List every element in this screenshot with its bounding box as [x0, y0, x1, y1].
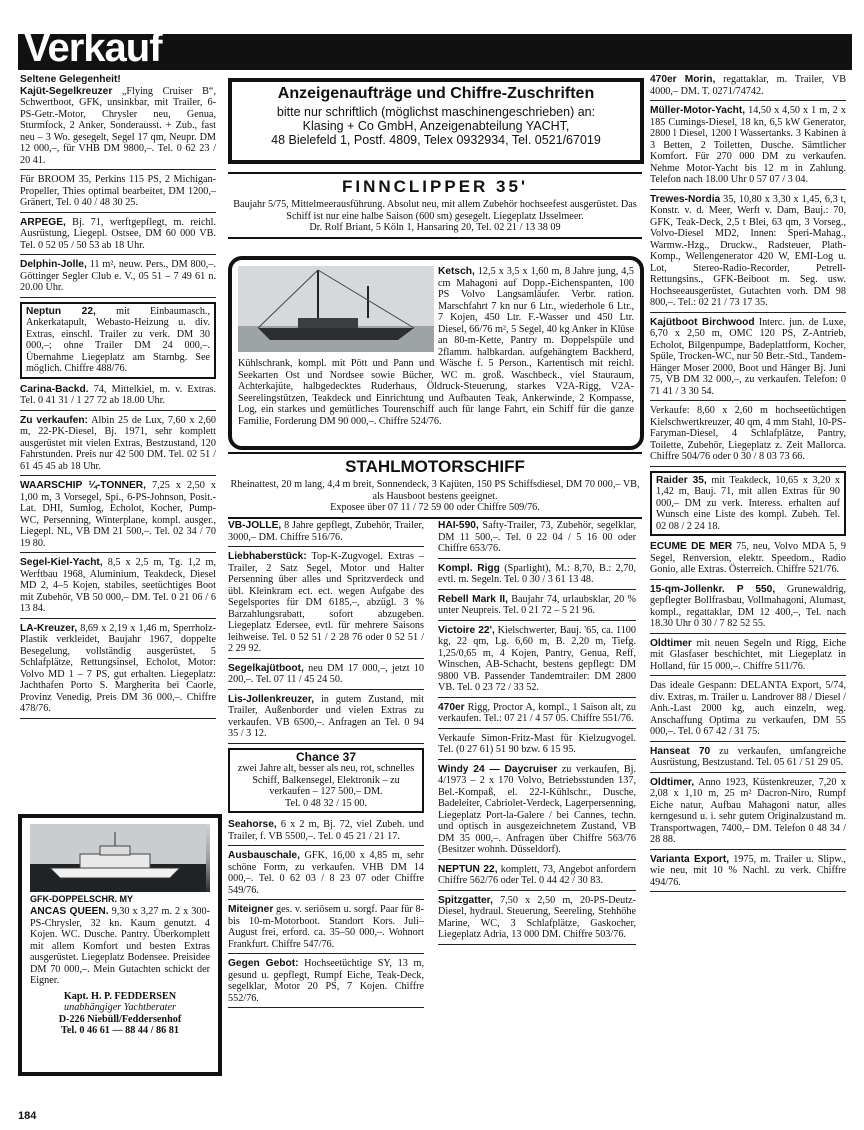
classified-ad — [650, 317, 846, 402]
feddersen-body — [30, 906, 210, 987]
ad-text: Hochseetüchtige SY, 13 m, gesund u. gepflegt, Rumpf Eiche, Teak-Deck, segelklar, Motor 20 PS, 7 Kojen. Chiffre 552/76. — [228, 958, 424, 1004]
ad-text: 35, 10,80 x 3,30 x 1,45, 6,3 t, Konstr. v. d. Meer, Werft v. Dam, Bauj.: 70, GFK, Teak-Deck, 2,5 t Blei, 63 qm, 3 Vorseg., Volvo-Diesel MD2, Innen: Speri-Mahag., Warmw.-Hzg., Druckw., Radsteuer, Plath-Komp., Wellengenerator 420 W, EMI-Log u. Lot, Stereo-Radio-Recorder, Petrell-Rettungsins., GFK-Beiboot m. Seg. usw. Hochseeausgerüstet, Gutachten vorh. DM 98 800,–. Tel.: 02 21 / 73 17 35. — [650, 193, 846, 308]
ad-headline: Delphin-Jolle, — [20, 259, 87, 270]
classified-ad — [650, 105, 846, 190]
ad-text: zu verkaufen, Bj. 4/1973 – 2 x 170 Volvo, Betriebsstunden 137, Bel.-Kompaß, el. 22-l-Kühlschr., Dusche, Badeleiter, Cabriolet-Verdeck, Lagerpersenning, Liegeplatz Port-la-Galere / bei Cannes, techn. und optisch in ausgezeichnetem Zustand, VB DM 35 000,–. Anfragen über Chiffre 563/76 (Besitzer wohnh. Düsseldorf). — [438, 763, 636, 855]
left-column — [20, 74, 216, 723]
classified-ad — [438, 895, 636, 945]
ad-headline: Zu verkaufen: — [20, 414, 88, 426]
ad-headline: LA-Kreuzer, — [20, 622, 78, 634]
stahlmotorschiff-ad — [228, 452, 642, 519]
feddersen-boat-name: ANCAS QUEEN. — [30, 906, 109, 917]
ad-headline: VB-JOLLE, — [228, 520, 282, 531]
ad-headline: Oldtimer, — [650, 776, 695, 788]
classified-ad — [20, 480, 216, 553]
ad-headline: Gegen Gebot: — [228, 958, 299, 969]
ad-headline: Liebhaberstück: — [228, 551, 307, 562]
ketsch-text-block — [238, 266, 634, 427]
ad-text: Safty-Trailer, 73, Zubehör, segelklar, DM 11 500,–. Tel. 0 22 04 / 5 16 00 oder Chiffre 653/76. — [438, 520, 636, 554]
finnclipper-contact: Dr. Rolf Briant, 5 Köln 1, Hansaring 20, Tel. 02 21 / 13 38 09 — [309, 222, 561, 233]
classified-ad — [650, 584, 846, 634]
ad-text: neu DM 17 000,–, jetzt 10 200,–. Tel. 07 11 / 45 24 50. — [228, 662, 424, 685]
classified-ad — [650, 854, 846, 893]
feddersen-address: D-226 Niebüll/Feddersenhof — [58, 1013, 182, 1025]
classified-ad — [20, 174, 216, 213]
ad-text: 1975, m. Trailer u. Slipw., wie neu, mit 10 % Nachl. zu verk. Chiffre 494/76. — [650, 853, 846, 888]
ad-headline: Varianta Export, — [650, 853, 730, 865]
feddersen-caption: GFK-DOPPELSCHR. MY — [30, 894, 134, 904]
anzeigen-box — [228, 78, 644, 164]
classified-ad — [20, 302, 216, 379]
ad-text: (Sparlight), M.: 8,70, B.: 2,70, evtl. m. Segeln. Tel. 0 30 / 3 61 13 48. — [438, 562, 636, 585]
ad-text: Das ideale Gespann: DELANTA Export, 5/74, div. Extras, m. Trailer u. Landrover 88 / Diesel / Anh.-Last 2000 kg, auch einzeln, weg. Anschaffung Optima zu verkaufen, DM 55 000,–. Tel. 0 67 42 / 31 75. — [650, 680, 846, 737]
ad-text: Für BROOM 35, Perkins 115 PS, 2 Michigan-Propeller, Thies optimal bearbeitet, DM 1200,– Gränert, Tel. 0 40 / 48 30 25. — [20, 174, 216, 208]
classified-ad — [650, 638, 846, 677]
classified-ad — [650, 74, 846, 101]
chance37-title: Chance 37 — [295, 749, 357, 764]
ad-text: 8 Jahre gepflegt, Zubehör, Trailer, 3000,– DM. Chiffre 516/76. — [228, 520, 424, 543]
classified-ad — [228, 694, 424, 744]
motor-yacht-icon — [30, 824, 206, 892]
ketsch-text: 12,5 x 3,5 x 1,60 m, 8 Jahre jung, 4,5 cm Mahagoni auf Dopp.-Eichenspanten, 100 PS Volvo Langsamläufer. Verbr. ration. Marschfahrt 7 kn nur 6 Ltr., wiederhole 6 Ltr., 7 Kojen, 450 Ltr. F.-Wasser und 450 Ltr. Diesel, 66/76 m², 5 Segel, 40 kg Anker in Klüse an 80-m-Kette, Pantry m. Doppelspüle und 2flamm. halbkardan. aufgehängtem Backherd, Kühlschrank, kompl. mit Pött und Pann und Wäsche f. 5 Person., Kartentisch mit reichl. Seekarten Ost und Nordsee sowie Bücher, WC m. groß. Waschbeck., viel Stauraum, Achterkajüte, halbgedecktes Ruderhaus, Öldruck-Steuerung, starkes V2A-Rigg, V2A-Seerelingstützen, Teakdeck und Einrichtung und Aufbauten Teak, Ankerwinde, 2 Kompasse, Log, ein starkes und gemütliches Tourenschiff auch für lange Fahrt, ein Schiff für die ganze Familie, Forderung DM 90 000,–. Chiffre 524/76. — [238, 266, 634, 427]
feddersen-text: 9,30 x 3,27 m. 2 x 300-PS-Chrysler, 32 kn. Kaum genutzt. 4 Kojen. WC. Dusche. Pantry. Überkomplett mit allem Komfort und besten Extras ausgerüstet. Liegeplatz Bodensee. Preisidee DM 70 000,–. Mein Gutachten schickt der Eigner. — [30, 906, 210, 986]
classified-ad — [228, 551, 424, 659]
ad-text: Interc. jun. de Luxe, 6,70 x 2,50 m, OMC 120 PS, Z-Antrieb, Echolot, Bilgenpumpe, Badeplattform, Kocher, Spüle, Trocken-WC, nur 50 Betr.-Std., Tandem-Hänger Moser 2000, Boot und Hänger Bj. Juni 75, VB DM 32 000,–, zu verkaufen. Telefon: 0 71 41 / 3 30 54. — [650, 316, 846, 397]
classified-ad — [228, 819, 424, 846]
ad-headline: Windy 24 — Daycruiser — [438, 763, 558, 775]
ad-text: 75, neu, Volvo MDA 5, 9 Segel, Renversion, elektr. Speedom., Radio Gonio, alle Extras. Österreich. Chiffre 521/76. — [650, 541, 846, 575]
ketsch-name: Ketsch, — [438, 266, 475, 277]
ad-headline: Oldtimer — [650, 637, 692, 649]
feddersen-ad — [18, 814, 222, 1076]
classified-ad — [438, 520, 636, 559]
stahlmotorschiff-contact: Exposee über 07 11 / 72 59 00 oder Chiffre 509/76. — [330, 502, 540, 513]
ad-text: zu verkaufen, umfangreiche Ausrüstung, Bestzustand. Tel. 05 61 / 51 29 05. — [650, 745, 846, 768]
classified-ad — [228, 850, 424, 900]
ad-text: 8,69 x 2,19 x 1,46 m, Sperrholz-Plastik verkleidet, Baujahr 1967, doppelte Besegelung, vollständig ausgerüstet, 5 Schlafplätze, Rettungsinsel, Echolot, Motor: Volvo MD 1 – 7 PS, gut erhalten. Liegeplatz: Jachthafen Porto S. Margherita bei Caorle, Provinz Venedig, Preis DM 36 000,–. Chiffre 478/76. — [20, 622, 216, 714]
classified-ad — [438, 864, 636, 891]
ad-headline: Trewes-Nordia — [650, 193, 721, 205]
chance37-ad — [228, 748, 424, 814]
ad-text: regattaklar, m. Trailer, VB 4000,– DM. T. 0271/74742. — [650, 74, 846, 97]
stahlmotorschiff-text: Rheinattest, 20 m lang, 4,4 m breit, Sonnendeck, 3 Kajüten, 150 PS Schiffsdiesel, DM 70 000,– VB, als Hausboot bestens geeignet. — [230, 479, 640, 502]
classified-ad — [438, 625, 636, 698]
anzeigen-line1: bitte nur schriftlich (möglichst maschinengeschrieben) an: — [276, 105, 596, 119]
ad-text: Rigg, Proctor A, kompl., 1 Saison alt, zu verkaufen. Tel.: 07 21 / 4 57 05. Chiffre 551/76. — [438, 701, 636, 724]
ad-text: mit Einbaumasch., Ankerkatapult, Webasto-Heizung u. div. Extras, einschl. Trailer zu verk. DM 30 000,–; ohne Trailer DM 24 000,–. Übernahme Liegeplatz am Starnbg. See möglich. Chiffre 488/76. — [26, 305, 211, 374]
ad-text: 74, Mittelkiel, m. v. Extras. Tel. 0 41 31 / 1 27 72 ab 18.00 Uhr. — [20, 383, 216, 406]
ad-text: GFK, 16,00 x 4,85 m, sehr schöne Form, zu verkaufen. VHB DM 14 000,–. Tel. 0 62 03 / 8 23 07 oder Chiffre 549/76. — [228, 850, 424, 896]
classified-ad — [228, 958, 424, 1008]
classified-ad — [20, 384, 216, 411]
ad-headline: Rebell Mark II, — [438, 593, 508, 605]
right-column — [650, 74, 846, 896]
ad-headline: NEPTUN 22, — [438, 863, 498, 875]
chance37-tel: Tel. 0 48 32 / 15 00. — [285, 797, 367, 809]
ad-text: 7,50 x 2,50 m, 20-PS-Deutz-Diesel, hydraul. Steuerung, Seereling, Stehhöhe Marine, WC, 3 Schlafplätze, Gaskocher, Liegeplatz Adria, 13 000 DM. Chiffre 503/76. — [438, 894, 636, 940]
classified-ad — [650, 541, 846, 580]
middle-left-column — [228, 520, 424, 1012]
finnclipper-text: Baujahr 5/75, Mittelmeerausführung. Absolut neu, mit allem Zubehör hochseefest ausgerüstet. Das Schiff ist nur eine halbe Saison (600 sm) gesegelt. Liegeplatz IJsselmeer. — [233, 199, 637, 222]
classified-ad — [438, 733, 636, 760]
ad-headline: Miteigner — [228, 904, 274, 915]
ad-text: Bj. 71, werftgepflegt, m. reichl. Ausrüstung, Liegepl. Ostsee, DM 60 000 VB. Tel. 0 52 05 / 50 53 ab 18 Uhr. — [20, 216, 216, 251]
ad-headline: Kompl. Rigg — [438, 562, 500, 574]
ad-text: Baujahr 74, urlaubsklar, 20 % unter Neupreis. Tel. 0 21 72 – 5 21 96. — [438, 593, 637, 616]
feddersen-signature — [22, 991, 218, 1037]
ad-text: „Flying Cruiser B“, Schwertboot, GFK, unsinkbar, mit Trailer, 6-PS-Getr.-Motor, Chrysler neu, Genua, Sturmfock, 2 Anker, Sonderausst. + Zub., fast neu – 3 Wo. gesegelt, Segel 17 qm, Neupr. DM 12 000,–, für VHB DM 9800,–. Tel. 0 62 23 / 20 41. — [20, 85, 216, 166]
stahlmotorschiff-title: STAHLMOTORSCHIFF — [345, 457, 525, 476]
ketsch-photo-spacer — [238, 266, 438, 354]
classified-ad — [20, 415, 216, 477]
ad-headline: Kajütboot Birchwood — [650, 316, 755, 328]
classified-ad — [228, 904, 424, 954]
ad-text: Anno 1923, Küstenkreuzer, 7,20 x 2,08 x 1,10 m, 25 m² Dacron-Niro, Rumpf Eiche natur, Aufbau Mahagoni natur, alles kerngesund u. i. sehr gutem Originalzustand m. Transportwagen, 7400,– DM. Telefon 0 48 34 / 28 88. — [650, 776, 846, 845]
ad-headline: Hanseat 70 — [650, 745, 711, 757]
ad-text: Kielschwerter, Bauj. '65, ca. 1100 kg, 22 qm, Lg. 6,60 m, B. 2,20 m, Tiefg. 1,25/0,65 m, 4 Kojen, Pantry, Genua, Reff, Winschen, AB-Schacht, bestens gepflegt: DM 9800 VB. Passender Tandemtrailer: DM 2800 VB. Tel. 0 23 72 / 33 52. — [438, 624, 636, 693]
classified-ad — [228, 520, 424, 547]
classified-ad — [228, 663, 424, 690]
ad-headline: Seahorse, — [228, 819, 277, 830]
ad-text: Top-K-Zugvogel. Extras – Trailer, 2 Satz Segel, Motor und Halter Persenning über alles und Spritzverdeck und übl. Kleinkram ect. ect. wegen Aufgabe des Segelsportes für DM 6185,–, abzügl. 3 % Barzahlungsrabatt, sofort abzugeben. Liegeplatz Edersee, evtl. für mehrere Saisons leihweise. Tel. 0 52 51 / 2 28 76 oder 0 52 51 / 2 29 92. — [228, 551, 424, 654]
ad-headline: Ausbauschale, — [228, 850, 300, 861]
anzeigen-line3: 48 Bielefeld 1, Postf. 4809, Telex 0932934, Tel. 0521/67019 — [271, 133, 601, 147]
classified-ad — [20, 623, 216, 719]
ad-headline: Victoire 22', — [438, 624, 495, 636]
classified-ad — [650, 405, 846, 467]
ad-text: 6 x 2 m, Bj. 72, viel Zubeh. und Trailer, f. VB 5500,–. Tel. 0 45 21 / 21 17. — [228, 819, 424, 842]
page-number: 184 — [18, 1110, 37, 1122]
section-title: Verkauf — [24, 26, 162, 70]
classified-ad — [438, 563, 636, 590]
ad-text: Grunewaldrig, gepflegter Bollfrasbau, Vollmahagoni, Alumast, kompl., regattaklar, DM 12 400,–, Tel. nach 18.30 Uhr 0 30 / 7 82 52 55. — [650, 583, 846, 629]
anzeigen-title: Anzeigenaufträge und Chiffre-Zuschriften — [277, 85, 595, 102]
ad-text: komplett, 73, Angebot anfordern Chiffre 562/76 oder Tel. 0 44 42 / 30 83. — [438, 863, 636, 886]
ad-headline: Lis-Jollenkreuzer, — [228, 693, 315, 705]
ad-headline: Raider 35, — [656, 474, 707, 486]
ad-text: Albin 25 de Lux, 7,60 x 2,60 m, 22-PK-Diesel, Bj. 1971, sehr komplett ausgerüstet mit vielen Extras, Bestzustand, 120 Fahrstunden. Preis nur 42 500 DM. Tel. 02 51 / 61 45 45 ab 18 Uhr. — [20, 414, 216, 472]
anzeigen-line2: Klasing + Co GmbH, Anzeigenabteilung YACHT, — [302, 119, 570, 133]
ad-headline: 15-qm-Jollenkr. P 550, — [650, 583, 776, 595]
classified-ad — [20, 259, 216, 298]
classified-ad — [650, 680, 846, 742]
ad-headline: WAARSCHIP ¼-TONNER, — [20, 480, 146, 491]
finnclipper-ad — [228, 172, 642, 239]
ad-text: 8,5 x 2,5 m, Tg. 1,2 m, Werftbau 1968, Aluminium, Teakdeck, Diesel MD 2, 4–5 Kojen, stabiles, seetüchtiges Boot mit Zubehör, VB 50 000,– DM. Tel. 0 21 06 / 6 13 84. — [20, 557, 216, 614]
ad-headline: Seltene Gelegenheit! Kajüt-Segelkreuzer — [20, 74, 121, 97]
ad-text: in gutem Zustand, mit Trailer, Außenborder und vielen Extras zu verkaufen. VB 6500,–. Anfragen an Tel. 0 94 35 / 3 12. — [228, 693, 424, 739]
finnclipper-title: FINNCLIPPER 35' — [341, 177, 528, 196]
ad-headline: HAI-590, — [438, 520, 479, 531]
classified-ad — [20, 74, 216, 170]
classified-ad — [438, 764, 636, 860]
ad-headline: Carina-Backd. — [20, 383, 89, 395]
ad-headline: 470er — [438, 701, 465, 713]
ad-headline: Spitzgatter, — [438, 894, 493, 906]
ad-text: 7,25 x 2,50 x 1,00 m, 3 Vorsegel, Spi., 6-PS-Johnson, Posit.-Lat. DHI, Sumlog, Echolot, Kocher, Pump-WC, Persenning, Winterplane, kompl. ausger., Liegepl. NL, VB DM 21 500,–. Tel. 02 34 / 70 19 80. — [20, 480, 217, 549]
ad-headline: Neptun 22, — [26, 305, 96, 317]
ad-text: mit neuen Segeln und Rigg, Eiche mit Glasfaser beschichtet, mit Liegeplatz in Holland, für 15 000,–. Chiffre 511/76. — [650, 637, 846, 672]
feddersen-tel: Tel. 0 46 61 — 88 44 / 86 81 — [61, 1025, 179, 1036]
ad-headline: Müller-Motor-Yacht, — [650, 105, 746, 116]
classified-ad — [650, 471, 846, 537]
ad-text: mit Teakdeck, 10,65 x 3,20 x 1,42 m, Bauj. 71, mit allen Extras für 90 000,– DM zu verk. Interess. erhalten auf Wunsch eine Liste des kompl. Zubeh. Tel. 02 08 / 2 24 18. — [656, 474, 841, 532]
ad-headline: ECUME DE MER — [650, 541, 733, 552]
chance37-text: zwei Jahre alt, besser als neu, rot, schnelles Schiff, Balkensegel, Elektronik – zu verkaufen – 127 500,– DM. — [237, 763, 415, 797]
ad-headline: ARPEGE, — [20, 216, 66, 228]
ketsch-ad — [228, 256, 644, 450]
feddersen-sub: unabhängiger Yachtberater — [64, 1002, 176, 1013]
classified-ad — [438, 594, 636, 621]
ad-text: 11 m², neuw. Pers., DM 800,–. Göttinger Segler Club e. V., 05 51 – 7 49 61 n. 20.00 Uhr. — [20, 259, 216, 293]
ad-headline: 470er Morin, — [650, 74, 716, 85]
classified-ad — [650, 194, 846, 313]
ad-headline: Segel-Kiel-Yacht, — [20, 557, 103, 568]
ad-text: Verkaufe Simon-Fritz-Mast für Kielzugvogel. Tel. (0 27 61) 51 90 bzw. 6 15 95. — [438, 732, 636, 755]
ad-text: Verkaufe: 8,60 x 2,60 m hochseetüchtigen Kielschwertkreuzer, 40 qm, 4 mm Stahl, 10-PS-Faryman-Diesel, 4 Schlafplätze, Pantry, Toilette, Zubehör, Liegeplatz z. Zeit Mallorca. Chiffre 504/76 oder 0 30 / 8 03 73 66. — [650, 405, 846, 462]
classified-ad — [20, 557, 216, 619]
classified-ad — [650, 777, 846, 850]
feddersen-name: Kapt. H. P. FEDDERSEN — [63, 990, 177, 1002]
classified-ad — [20, 217, 216, 256]
middle-right-column — [438, 520, 636, 949]
motor-yacht-photo — [30, 824, 210, 892]
classified-ad — [650, 746, 846, 773]
ad-headline: Segelkajütboot, — [228, 662, 304, 674]
ad-text: ges. v. seriösem u. sorgf. Paar für 8- bis 10-m-Motorboot. Standort Kors. Juli–August frei, erford. ca. 35–50 000,–. Wohnort Frankfurt. Chiffre 547/76. — [228, 904, 424, 950]
classified-ad — [438, 702, 636, 729]
ad-text: 14,50 x 4,50 x 1 m, 2 x 185 Cumings-Diesel, 18 kn, 6,5 kW Generator, 2800 l Diesel, 1200 l Wassertanks. 3 Kabinen à 3 Betten, 2 Toiletten, Dusche. Sämtlicher Komfort. Für 270 000 DM zu verkaufen. Nehme Motor-Yacht bis 12 m in Zahlung. Telefon nach 18.00 Uhr 0 57 07 / 3 04. — [650, 105, 846, 185]
